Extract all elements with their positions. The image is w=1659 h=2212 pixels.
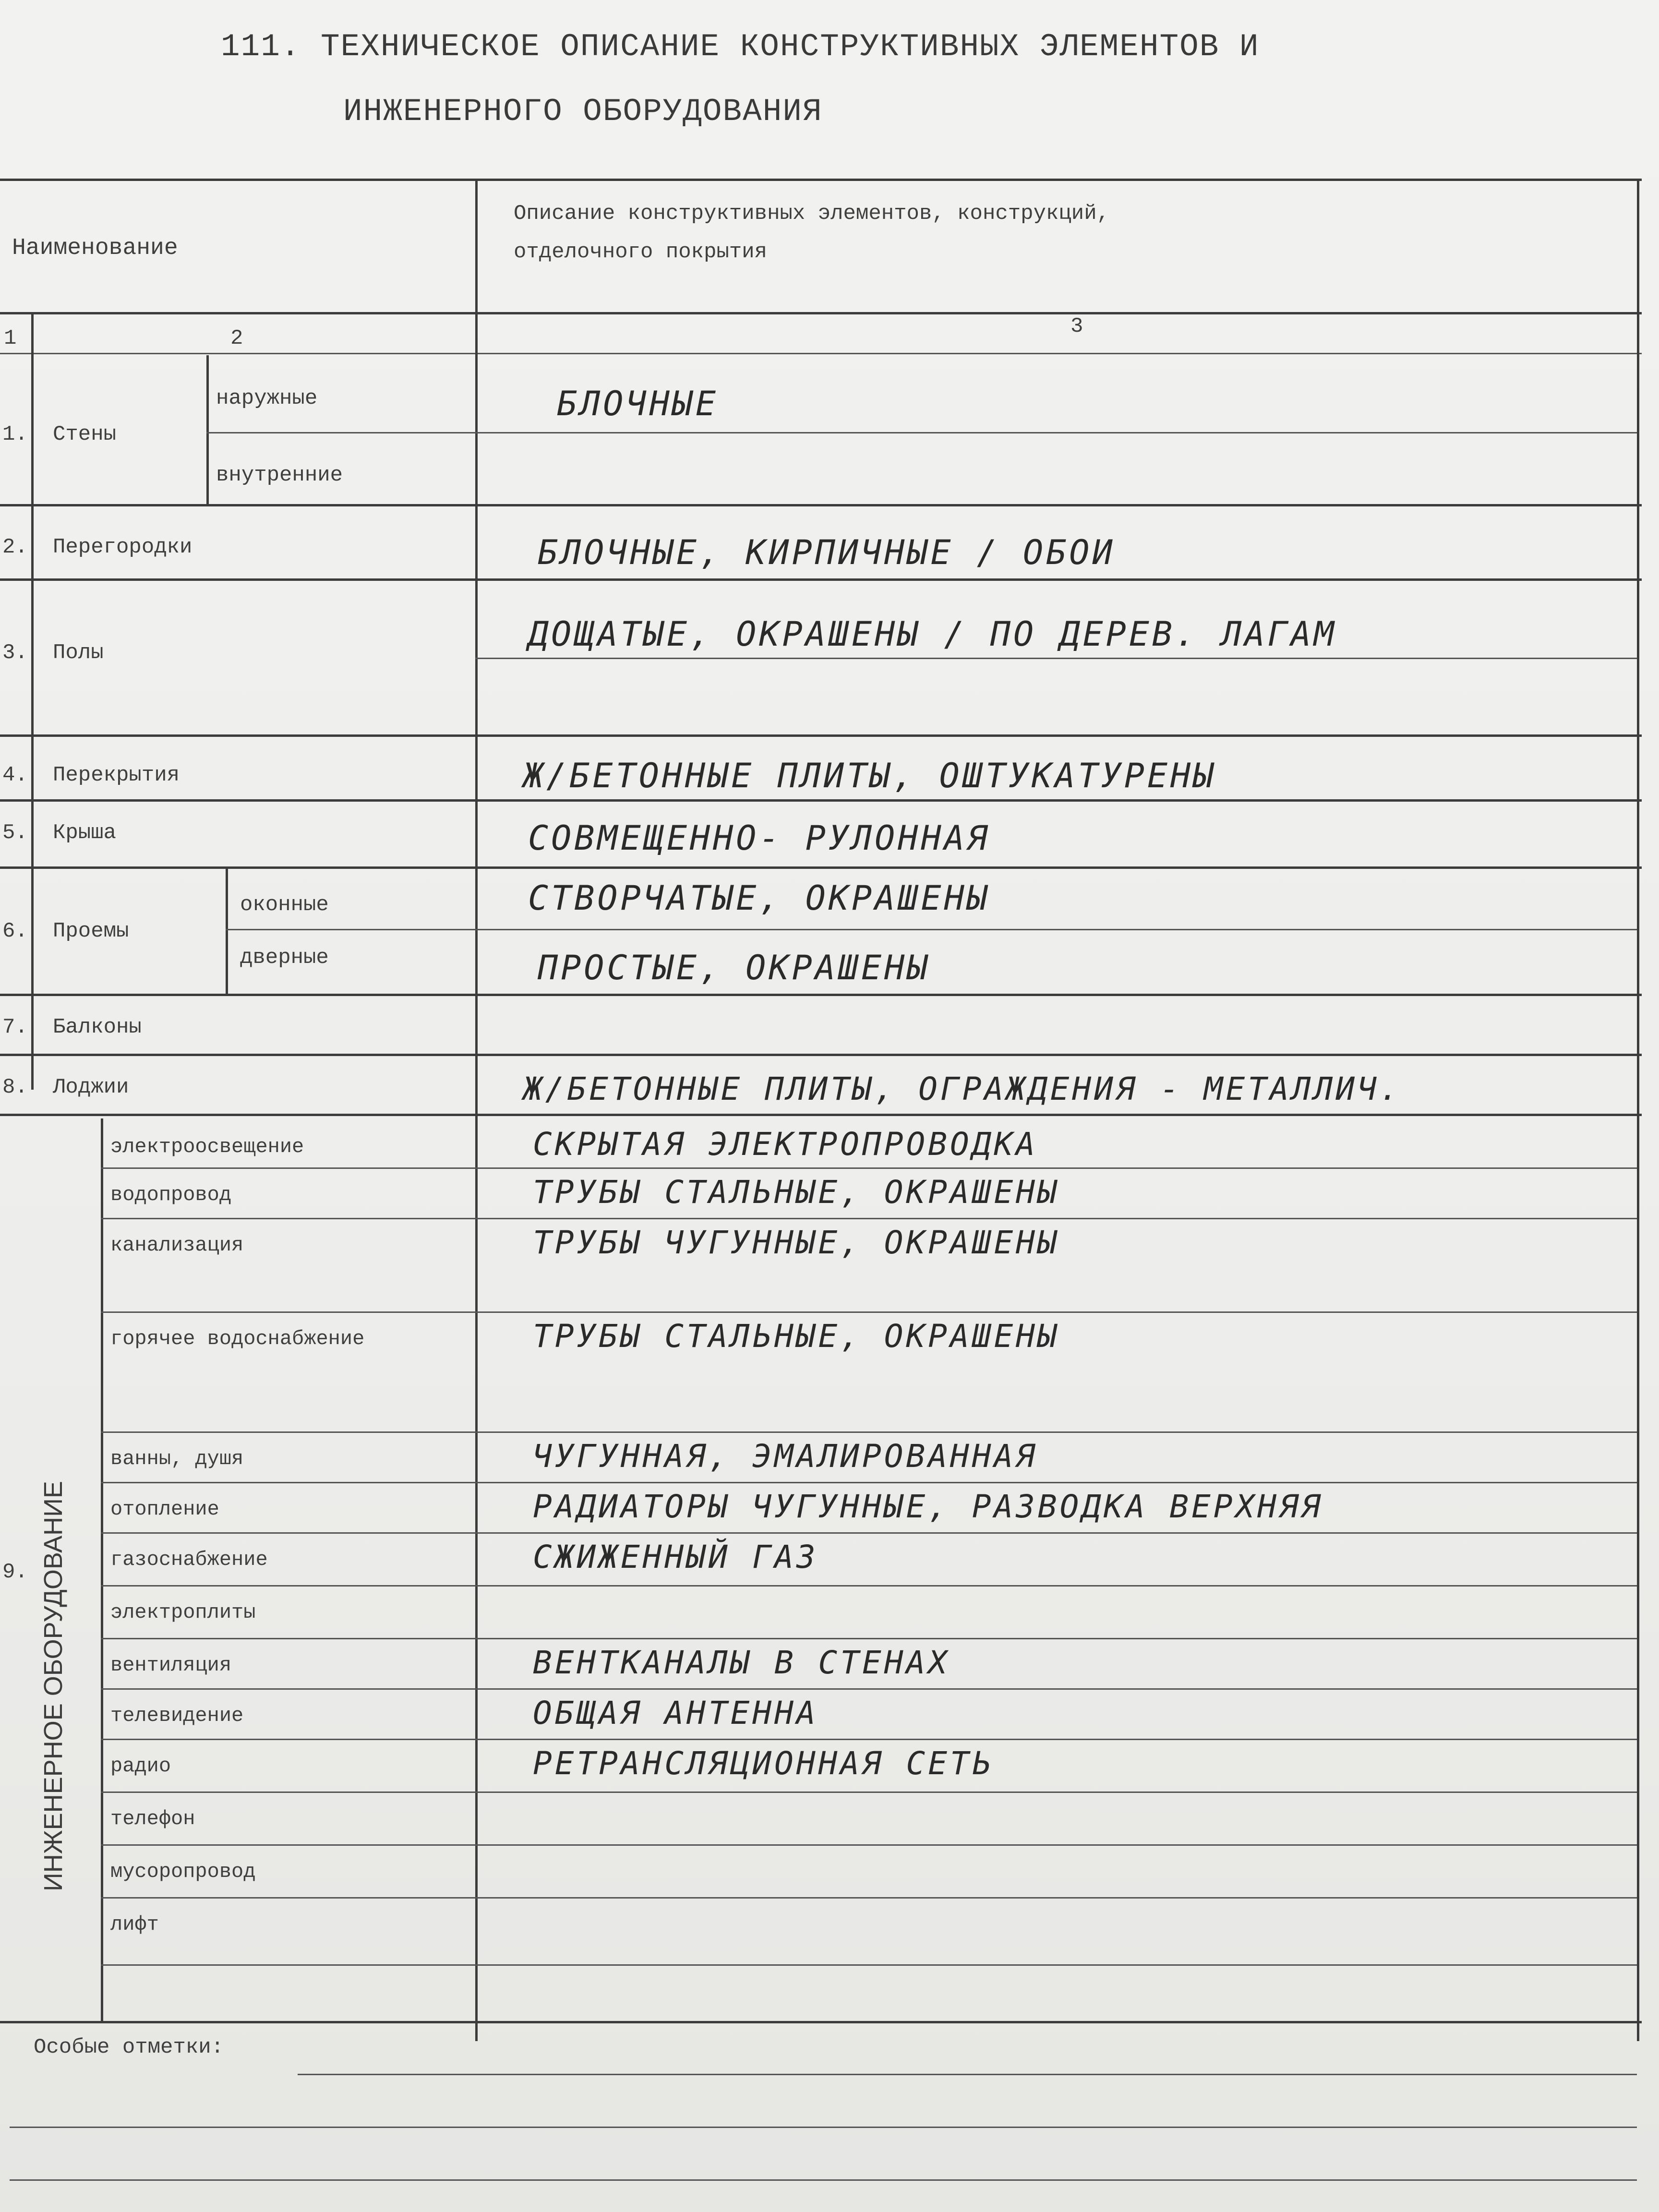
right-border	[1637, 179, 1639, 2041]
row-border	[0, 994, 1642, 996]
row-name: Крыша	[53, 821, 117, 845]
equipment-item-value: ТРУБЫ СТАЛЬНЫЕ, ОКРАШЕНЫ	[533, 1318, 1060, 1355]
row-border	[0, 866, 1642, 869]
equipment-item-name: лифт	[110, 1913, 159, 1936]
row-sub: наружные	[216, 386, 318, 410]
equipment-item-value: ЧУГУННАЯ, ЭМАЛИРОВАННАЯ	[533, 1438, 1038, 1475]
row-num: 3.	[2, 641, 28, 665]
equipment-item-name: горячее водоснабжение	[110, 1327, 365, 1350]
row-num: 4.	[2, 763, 28, 787]
equipment-item-name: электроосвещение	[110, 1135, 304, 1158]
equipment-row-border	[101, 1964, 1637, 1966]
row-name: Стены	[53, 422, 117, 446]
row-border	[0, 1114, 1642, 1116]
row-sub: внутренние	[216, 463, 343, 487]
equipment-row-border	[101, 1482, 1637, 1483]
notes-label: Особые отметки:	[34, 2035, 224, 2059]
row-num: 2.	[2, 535, 28, 559]
row-value: СОВМЕЩЕННО- РУЛОННАЯ	[528, 818, 990, 858]
equipment-item-name: вентиляция	[110, 1654, 232, 1677]
table-bottom-border	[0, 2021, 1642, 2023]
equipment-inner-border	[101, 1118, 103, 2021]
equipment-item-value: ВЕНТКАНАЛЫ В СТЕНАХ	[533, 1644, 950, 1681]
equipment-row-border	[101, 1585, 1637, 1587]
row-name: Перекрытия	[53, 763, 180, 787]
header-num-3: 3	[1070, 314, 1083, 338]
equipment-item-value: ОБЩАЯ АНТЕННА	[533, 1695, 818, 1731]
header-desc-line1: Описание конструктивных элементов, конструкций,	[514, 202, 1110, 226]
equipment-row-border	[101, 1431, 1637, 1433]
num-column-separator	[31, 312, 34, 1090]
row-value: БЛОЧНЫЕ	[557, 384, 719, 423]
equipment-item-value: СКРЫТАЯ ЭЛЕКТРОПРОВОДКА	[533, 1126, 1038, 1163]
notes-line	[10, 2127, 1637, 2128]
header-bottom-border	[0, 312, 1642, 314]
document-title-line2: ИНЖЕНЕРНОГО ОБОРУДОВАНИЯ	[343, 94, 823, 130]
equipment-item-value: ТРУБЫ СТАЛЬНЫЕ, ОКРАШЕНЫ	[533, 1174, 1060, 1211]
walls-sub-separator	[206, 355, 209, 504]
notes-line	[10, 2179, 1637, 2181]
row-num: 6.	[2, 919, 28, 943]
equipment-row-border	[101, 1844, 1637, 1846]
equipment-row-border	[101, 1311, 1637, 1313]
notes-line	[298, 2074, 1637, 2075]
equipment-item-name: мусоропровод	[110, 1860, 256, 1883]
number-row-border	[0, 353, 1642, 354]
row-border	[0, 799, 1642, 802]
row-name: Перегородки	[53, 535, 192, 559]
walls-divider	[206, 432, 1637, 433]
row-border	[0, 578, 1642, 581]
equipment-row-border	[101, 1532, 1637, 1534]
row-value: ДОЩАТЫЕ, ОКРАШЕНЫ / ПО ДЕРЕВ. ЛАГАМ	[528, 614, 1337, 654]
row-name: Балконы	[53, 1015, 142, 1039]
equipment-row-border	[101, 1638, 1637, 1639]
equipment-row-border	[101, 1218, 1637, 1219]
equipment-item-name: электроплиты	[110, 1601, 256, 1624]
equipment-item-value: РАДИАТОРЫ ЧУГУННЫЕ, РАЗВОДКА ВЕРХНЯЯ	[533, 1488, 1323, 1525]
equipment-item-name: радио	[110, 1755, 171, 1778]
openings-divider	[226, 929, 1637, 930]
equipment-item-value: СЖИЖЕННЫЙ ГАЗ	[533, 1539, 818, 1575]
column-separator	[475, 179, 478, 2041]
header-num-2: 2	[230, 326, 243, 350]
row-value: СТВОРЧАТЫЕ, ОКРАШЕНЫ	[528, 878, 990, 918]
row-num: 7.	[2, 1015, 28, 1039]
equipment-item-name: водопровод	[110, 1183, 232, 1206]
header-desc-line2: отделочного покрытия	[514, 240, 768, 264]
floors-divider	[475, 658, 1637, 659]
row-num: 8.	[2, 1075, 28, 1099]
row-value: Ж/БЕТОННЫЕ ПЛИТЫ, ОГРАЖДЕНИЯ - МЕТАЛЛИЧ.	[523, 1070, 1402, 1107]
row-sub: дверные	[240, 946, 329, 970]
table-top-border	[0, 179, 1642, 181]
equipment-section-label: ИНЖЕНЕРНОЕ ОБОРУДОВАНИЕ	[39, 1481, 68, 1891]
row-value: БЛОЧНЫЕ, КИРПИЧНЫЕ / ОБОИ	[538, 533, 1116, 572]
equipment-item-name: телевидение	[110, 1704, 244, 1727]
row-border	[0, 1054, 1642, 1056]
header-num-1: 1	[4, 326, 17, 350]
row-name: Полы	[53, 641, 104, 665]
equipment-item-name: газоснабжение	[110, 1548, 268, 1571]
equipment-item-name: отопление	[110, 1498, 219, 1521]
equipment-row-border	[101, 1688, 1637, 1690]
row-border	[0, 504, 1642, 506]
equipment-item-name: телефон	[110, 1807, 195, 1830]
equipment-row-border	[101, 1739, 1637, 1740]
equipment-num: 9.	[2, 1560, 28, 1584]
equipment-row-border	[101, 1791, 1637, 1793]
row-name: Проемы	[53, 919, 129, 943]
equipment-item-name: канализация	[110, 1234, 244, 1257]
row-num: 1.	[2, 422, 28, 446]
equipment-row-border	[101, 1167, 1637, 1169]
document-title-line1: 111. ТЕХНИЧЕСКОЕ ОПИСАНИЕ КОНСТРУКТИВНЫХ ЭЛЕМЕНТОВ И	[221, 29, 1260, 65]
equipment-item-value: ТРУБЫ ЧУГУННЫЕ, ОКРАШЕНЫ	[533, 1224, 1060, 1261]
equipment-item-value: РЕТРАНСЛЯЦИОННАЯ СЕТЬ	[533, 1745, 994, 1782]
row-border	[0, 734, 1642, 737]
row-value: Ж/БЕТОННЫЕ ПЛИТЫ, ОШТУКАТУРЕНЫ	[523, 756, 1217, 795]
header-name: Наименование	[12, 235, 178, 261]
row-name: Лоджии	[53, 1075, 129, 1099]
equipment-row-border	[101, 1897, 1637, 1899]
equipment-item-name: ванны, душя	[110, 1447, 244, 1470]
row-value: ПРОСТЫЕ, ОКРАШЕНЫ	[538, 948, 931, 987]
row-sub: оконные	[240, 893, 329, 917]
row-num: 5.	[2, 821, 28, 845]
